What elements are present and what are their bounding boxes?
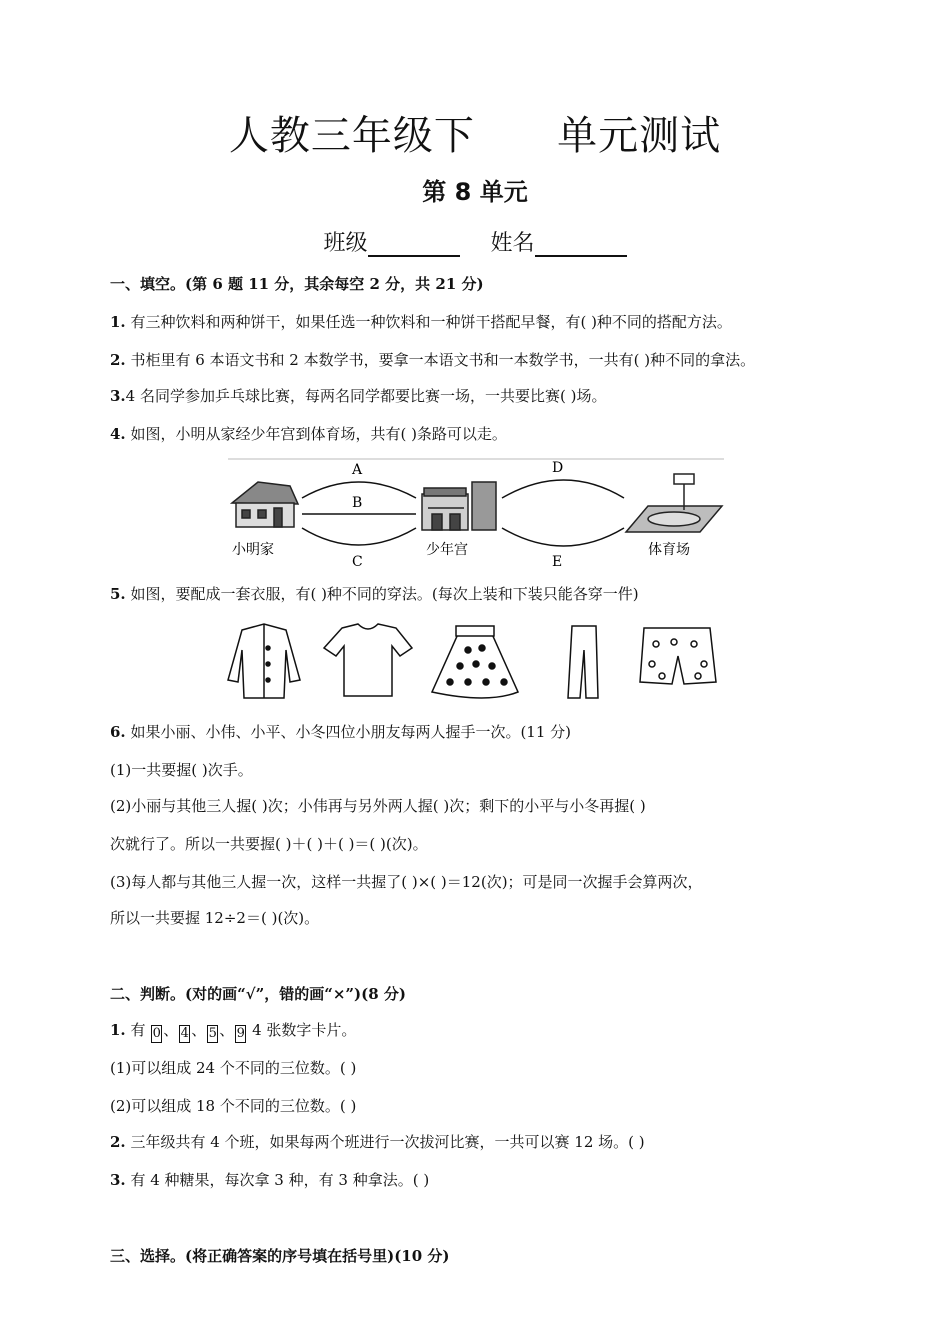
page-title: 人教三年级下 单元测试 bbox=[228, 113, 722, 159]
question-1-2 bbox=[110, 350, 850, 370]
route-e-path bbox=[502, 528, 624, 546]
name-blank[interactable] bbox=[535, 233, 627, 257]
question-text: 三年级共有 4 个班，如果每两个班进行一次拔河比赛，一共可以赛 12 场。( ) bbox=[130, 1133, 645, 1151]
route-d-path bbox=[502, 480, 624, 498]
shorts-icon bbox=[640, 628, 716, 684]
stadium-icon bbox=[626, 474, 722, 532]
route-label-b: B bbox=[352, 495, 363, 511]
section-1-heading: 一、填空。(第 6 题 11 分，其余每空 2 分，共 21 分) bbox=[110, 275, 484, 293]
tshirt-icon bbox=[324, 624, 412, 696]
question-2-1: 1. 有 0 、 4 、 5 、 9 4 张数字卡片。 bbox=[110, 1021, 357, 1041]
question-text: 如图，小明从家经少年宫到体育场，共有( )条路可以走。 bbox=[130, 425, 507, 443]
class-label: 班级 bbox=[323, 231, 368, 256]
question-2-1-2: (2)可以组成 18 个不同的三位数。( ) bbox=[110, 1097, 357, 1115]
unit-subtitle: 第 8 单元 bbox=[422, 178, 528, 206]
question-number: 5. bbox=[110, 585, 126, 603]
number-card: 9 bbox=[236, 1026, 245, 1041]
jacket-icon bbox=[228, 624, 300, 698]
question-1-6-2a: (2)小丽与其他三人握( )次；小伟再与另外两人握( )次；剩下的小平与小冬再握( ) bbox=[110, 797, 646, 815]
question-number: 6. bbox=[110, 723, 126, 741]
place-stadium: 体育场 bbox=[648, 542, 690, 558]
question-number: 4. bbox=[110, 425, 126, 443]
question-1-6-3b: 所以一共要握 12÷2＝( )(次)。 bbox=[110, 909, 320, 927]
place-home: 小明家 bbox=[232, 542, 274, 558]
route-label-c: C bbox=[352, 554, 363, 570]
question-text: 有 bbox=[130, 1021, 146, 1039]
clothes-figure bbox=[220, 620, 730, 706]
place-youth-palace: 少年宫 bbox=[426, 542, 468, 558]
question-2-3 bbox=[110, 1170, 850, 1190]
route-label-d: D bbox=[552, 460, 564, 476]
question-number: 2. bbox=[110, 1133, 126, 1151]
question-number: 1. bbox=[110, 1021, 126, 1039]
question-1-3 bbox=[110, 386, 850, 406]
number-card: 4 bbox=[180, 1026, 189, 1041]
question-text: 4 名同学参加乒乓球比赛，每两名同学都要比赛一场，一共要比赛( )场。 bbox=[125, 387, 607, 405]
question-text: 4 张数字卡片。 bbox=[252, 1021, 357, 1039]
question-1-5 bbox=[110, 584, 850, 604]
question-text: 有三种饮料和两种饼干，如果任选一种饮料和一种饼干搭配早餐，有( )种不同的搭配方法。 bbox=[130, 313, 732, 331]
route-label-e: E bbox=[552, 554, 563, 570]
question-1-1 bbox=[110, 312, 850, 332]
question-2-2 bbox=[110, 1132, 850, 1152]
trousers-icon bbox=[568, 626, 598, 698]
question-1-6-2b: 次就行了。所以一共要握( )＋( )＋( )＝( )(次)。 bbox=[110, 835, 428, 853]
route-figure bbox=[228, 458, 724, 572]
route-c-path bbox=[302, 528, 416, 545]
route-label-a: A bbox=[352, 462, 363, 478]
question-1-6-3a: (3)每人都与其他三人握一次，这样一共握了( )×( )＝12(次)；可是同一次握手会算两次， bbox=[110, 873, 703, 891]
polka-dot-skirt-icon bbox=[432, 626, 518, 698]
name-label: 姓名 bbox=[490, 231, 535, 256]
question-1-6 bbox=[110, 722, 850, 742]
youth-palace-icon bbox=[422, 482, 496, 530]
question-number: 3. bbox=[110, 387, 126, 405]
question-text: 如果小丽、小伟、小平、小冬四位小朋友每两人握手一次。(11 分) bbox=[130, 723, 572, 741]
number-card: 0 bbox=[152, 1026, 161, 1041]
number-card: 5 bbox=[208, 1026, 217, 1041]
class-blank[interactable] bbox=[368, 233, 460, 257]
question-text: 有 4 种糖果，每次拿 3 种，有 3 种拿法。( ) bbox=[130, 1171, 430, 1189]
question-1-4 bbox=[110, 424, 850, 444]
question-1-6-1: (1)一共要握( )次手。 bbox=[110, 761, 253, 779]
student-info-line bbox=[0, 226, 950, 257]
section-3-heading: 三、选择。(将正确答案的序号填在括号里)(10 分) bbox=[110, 1247, 450, 1265]
question-2-1-1: (1)可以组成 24 个不同的三位数。( ) bbox=[110, 1059, 357, 1077]
question-number: 1. bbox=[110, 313, 126, 331]
question-number: 3. bbox=[110, 1171, 126, 1189]
section-2-heading: 二、判断。(对的画“√”，错的画“×”)(8 分) bbox=[110, 985, 406, 1003]
question-text: 书柜里有 6 本语文书和 2 本数学书，要拿一本语文书和一本数学书，一共有( )种不同的拿法。 bbox=[130, 351, 756, 369]
question-text: 如图，要配成一套衣服，有( )种不同的穿法。(每次上装和下装只能各穿一件) bbox=[130, 585, 639, 603]
house-icon bbox=[232, 482, 298, 527]
question-number: 2. bbox=[110, 351, 126, 369]
